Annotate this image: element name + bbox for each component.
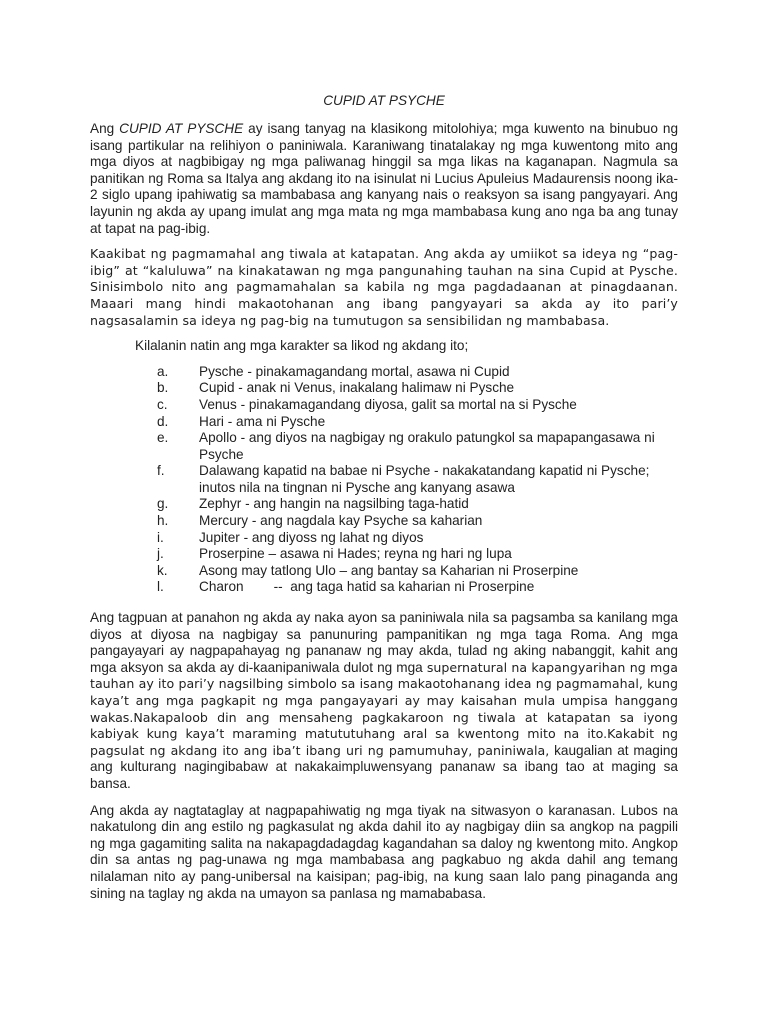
character-list-item bbox=[157, 364, 678, 381]
character-list-item bbox=[157, 496, 678, 513]
list-item-text: Apollo - ang diyos na nagbigay ng orakulo patungkol sa mapapangasawa ni Psyche bbox=[199, 430, 655, 462]
paragraph-intro bbox=[90, 121, 678, 237]
list-item-text: Asong may tatlong Ulo – ang bantay sa Kaharian ni Proserpine bbox=[199, 562, 579, 578]
character-list-item bbox=[157, 563, 678, 580]
setting-part-c: kaugalian at maging ang kulturang nagingibabaw at nakakaimpluwensyang pananaw sa ibang tao at maging sa bansa. bbox=[90, 742, 678, 791]
list-marker: a. bbox=[157, 363, 169, 379]
character-list-item bbox=[157, 397, 678, 414]
character-list-item bbox=[157, 380, 678, 397]
document-title: CUPID AT PSYCHE bbox=[323, 93, 445, 108]
intro-rest: ay isang tanyag na klasikong mitolohiya; mga kuwento na binubuo ng isang partikular na relihiyon o paniniwala. Karaniwang tinatalakay ng mga kuwentong mito ang mga diyos at nagbibigay ng mga paliwanag hinggil sa mga likas na kaganapan. Nagmula sa panitikan ng Roma sa Italya ang akdang ito na isinulat ni Lucius Apuleius Madaurensis noong ika-2 siglo upang ipahiwatig sa mambabasa ang kanyang nais o reaksyon sa isang pangyayari. Ang layunin ng akda ay upang imulat ang mga mata ng mga mambabasa kung ano nga ba ang tunay at tapat na pag-ibig. bbox=[90, 121, 678, 236]
list-item-name: Charon bbox=[199, 579, 244, 595]
character-list-item bbox=[157, 530, 678, 547]
document-body bbox=[90, 121, 678, 902]
list-marker: l. bbox=[157, 579, 164, 595]
list-item-text: Pysche - pinakamagandang mortal, asawa ni Cupid bbox=[199, 363, 510, 379]
list-item-text: Proserpine – asawa ni Hades; reyna ng hari ng lupa bbox=[199, 546, 512, 562]
intro-emphasis: CUPID AT PYSCHE bbox=[119, 121, 244, 136]
character-list-item bbox=[157, 463, 678, 496]
character-list-item bbox=[157, 546, 678, 563]
character-list bbox=[90, 364, 678, 596]
character-list-item bbox=[157, 513, 678, 530]
list-item-text: -- ang taga hatid sa kaharian ni Proserpine bbox=[273, 579, 535, 595]
setting-part-a: Ang tagpuan at panahon ng akda ay naka ayon sa paniniwala nila sa pagsamba sa kanilang mga diyos at diyosa na nagbigay sa panunuring pampanitikan ng mga taga Roma. Ang mga pangayayari ay nagpapahayag ng pananaw ng may akda, tulad ng aking nabanggit, kahit ang mga aksyon sa akda ay di-kaanipaniwala dulot ng mga bbox=[90, 610, 678, 675]
setting-part-b: supernatural na kapangyarihan ng mga tauhan ay ito pari’y nagsilbing simbolo sa isang makaotohanang idea ng pagmamahal, kung kaya’t ang mga pagkapit ng mga pangayayari ay may kaisahan mula umpisa hanggang wakas.Nakapaloob din ang mensaheng pagkakaroon ng tiwala at katapatan sa iyong kabiyak kung kaya’t maraming matututuhang aral sa kwentong mito na ito.Kakabit ng pagsulat ng akdang ito ang iba’t ibang uri ng pamumuhay, paniniwala, bbox=[90, 659, 678, 758]
list-item-text: Dalawang kapatid na babae ni Psyche - nakakatandang kapatid ni Pysche; inutos nila na tingnan ni Pysche ang kanyang asawa bbox=[199, 463, 650, 495]
list-marker: j. bbox=[157, 546, 164, 562]
list-marker: e. bbox=[157, 430, 169, 446]
list-marker: c. bbox=[157, 396, 168, 412]
list-marker: k. bbox=[157, 562, 168, 578]
list-item-text: Hari - ama ni Pysche bbox=[199, 413, 326, 429]
list-marker: g. bbox=[157, 496, 169, 512]
list-item-text: Venus - pinakamagandang diyosa, galit sa mortal na si Pysche bbox=[199, 396, 577, 412]
paragraph-setting bbox=[90, 610, 678, 793]
list-marker: b. bbox=[157, 380, 169, 396]
list-marker: f. bbox=[157, 463, 165, 479]
intro-lead: Ang bbox=[90, 121, 120, 136]
list-item-text: Jupiter - ang diyoss ng lahat ng diyos bbox=[199, 529, 424, 545]
list-marker: d. bbox=[157, 413, 169, 429]
list-marker: i. bbox=[157, 529, 164, 545]
list-item-text: Zephyr - ang hangin na nagsilbing taga-hatid bbox=[199, 496, 469, 512]
character-list-item bbox=[157, 430, 678, 463]
list-item-text: Mercury - ang nagdala kay Psyche sa kaharian bbox=[199, 513, 483, 529]
paragraph-characters-intro: Kilalanin natin ang mga karakter sa likod ng akdang ito; bbox=[135, 338, 469, 354]
paragraph-theme: Kaakibat ng pagmamahal ang tiwala at katapatan. Ang akda ay umiikot sa ideya ng “pag-ibig” at “kaluluwa” na kinakatawan ng mga pangunahing tauhan na sina Cupid at Pysche. Sinisimbolo nito ang pagmamahalan sa kabila ng mga pagdadaanan at pinagdaanan. Maaari mang hindi makaotohanan ang ibang pangyayari sa akda ay ito pari’y nagsasalamin sa ideya ng pag-big na tumutugon sa sensibilidan ng mambabasa. bbox=[90, 246, 678, 328]
character-list-item bbox=[157, 579, 678, 596]
character-list-item bbox=[157, 414, 678, 431]
list-marker: h. bbox=[157, 513, 169, 529]
list-item-text: Cupid - anak ni Venus, inakalang halimaw ni Pysche bbox=[199, 380, 515, 396]
paragraph-style: Ang akda ay nagtataglay at nagpapahiwatig ng mga tiyak na sitwasyon o karanasan. Lubos na nakatulong din ang estilo ng pagkasulat ng akda dahil ito ay nagbigay diin sa angkop na pagpili ng mga gagamiting salita na nakapagdadagdag kagandahan sa daloy ng kwentong mito. Angkop din sa antas ng pag-unawa ng mga mambabasa ang pagkabuo ng akda dahil ang temang nilalaman nito ay pang-unibersal na kaisipan; pag-ibig, na kung saan lalo pang pinaganda ang sining na taglay ng akda na umayon sa panlasa ng mamababasa. bbox=[90, 802, 678, 901]
